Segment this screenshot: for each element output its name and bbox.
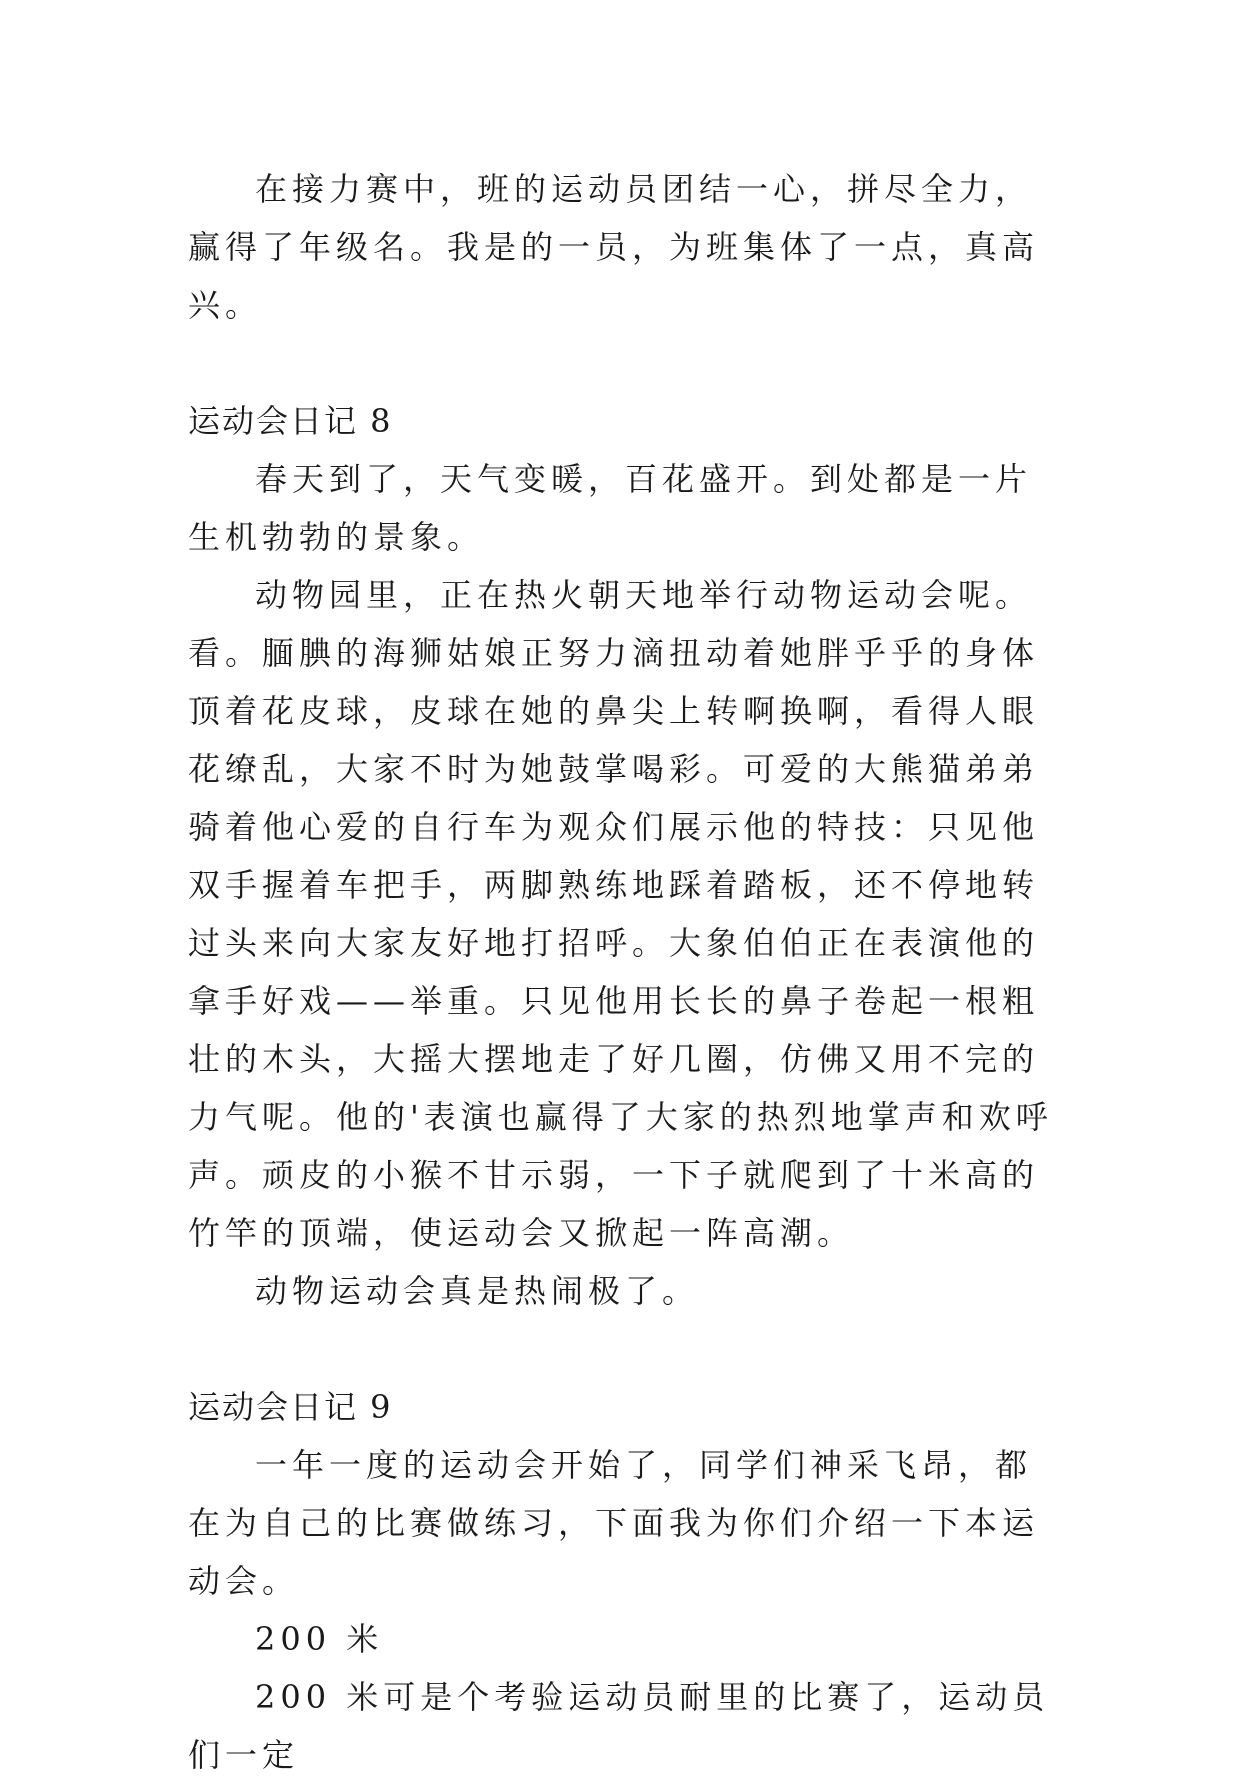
section-spacer: [188, 1320, 1058, 1378]
section-9-subheading: 200 米: [255, 1620, 384, 1658]
section-9-title: 运动会日记 9: [188, 1388, 393, 1426]
section-spacer: [188, 334, 1058, 392]
section-8-paragraph-2: 动物园里，正在热火朝天地举行动物运动会呢。看。腼腆的海狮姑娘正努力滴扭动着她胖乎乎的身体顶着花皮球，皮球在她的鼻尖上转啊换啊，看得人眼花缭乱，大家不时为她鼓掌喝彩。可爱的大熊猫弟弟骑着他心爱的自行车为观众们展示他的特技：只见他双手握着车把手，两脚熟练地踩着踏板，还不停地转过头来向大家友好地打招呼。大象伯伯正在表演他的拿手好戏——举重。只见他用长长的鼻子卷起一根粗壮的木头，大摇大摆地走了好几圈，仿佛又用不完的力气呢。他的'表演也赢得了大家的热烈地掌声和欢呼声。顽皮的小猴不甘示弱，一下子就爬到了十米高的竹竿的顶端，使运动会又掀起一阵高潮。: [188, 576, 1053, 1252]
section-8-paragraph-3: 动物运动会真是热闹极了。: [255, 1272, 700, 1310]
section-8-paragraph-1: 春天到了，天气变暖，百花盛开。到处都是一片生机勃勃的景象。: [188, 460, 1033, 556]
section-9-paragraph-1: 一年一度的运动会开始了，同学们神采飞昂，都在为自己的比赛做练习，下面我为你们介绍一下本运动会。: [188, 1446, 1040, 1600]
intro-paragraph: 在接力赛中，班的运动员团结一心，拼尽全力，赢得了年级名。我是的一员，为班集体了一点，真高兴。: [188, 170, 1040, 324]
document-body: [188, 160, 1058, 1784]
section-8-title: 运动会日记 8: [188, 402, 393, 440]
section-9-paragraph-2: 200 米可是个考验运动员耐里的比赛了，运动员们一定: [188, 1678, 1050, 1774]
